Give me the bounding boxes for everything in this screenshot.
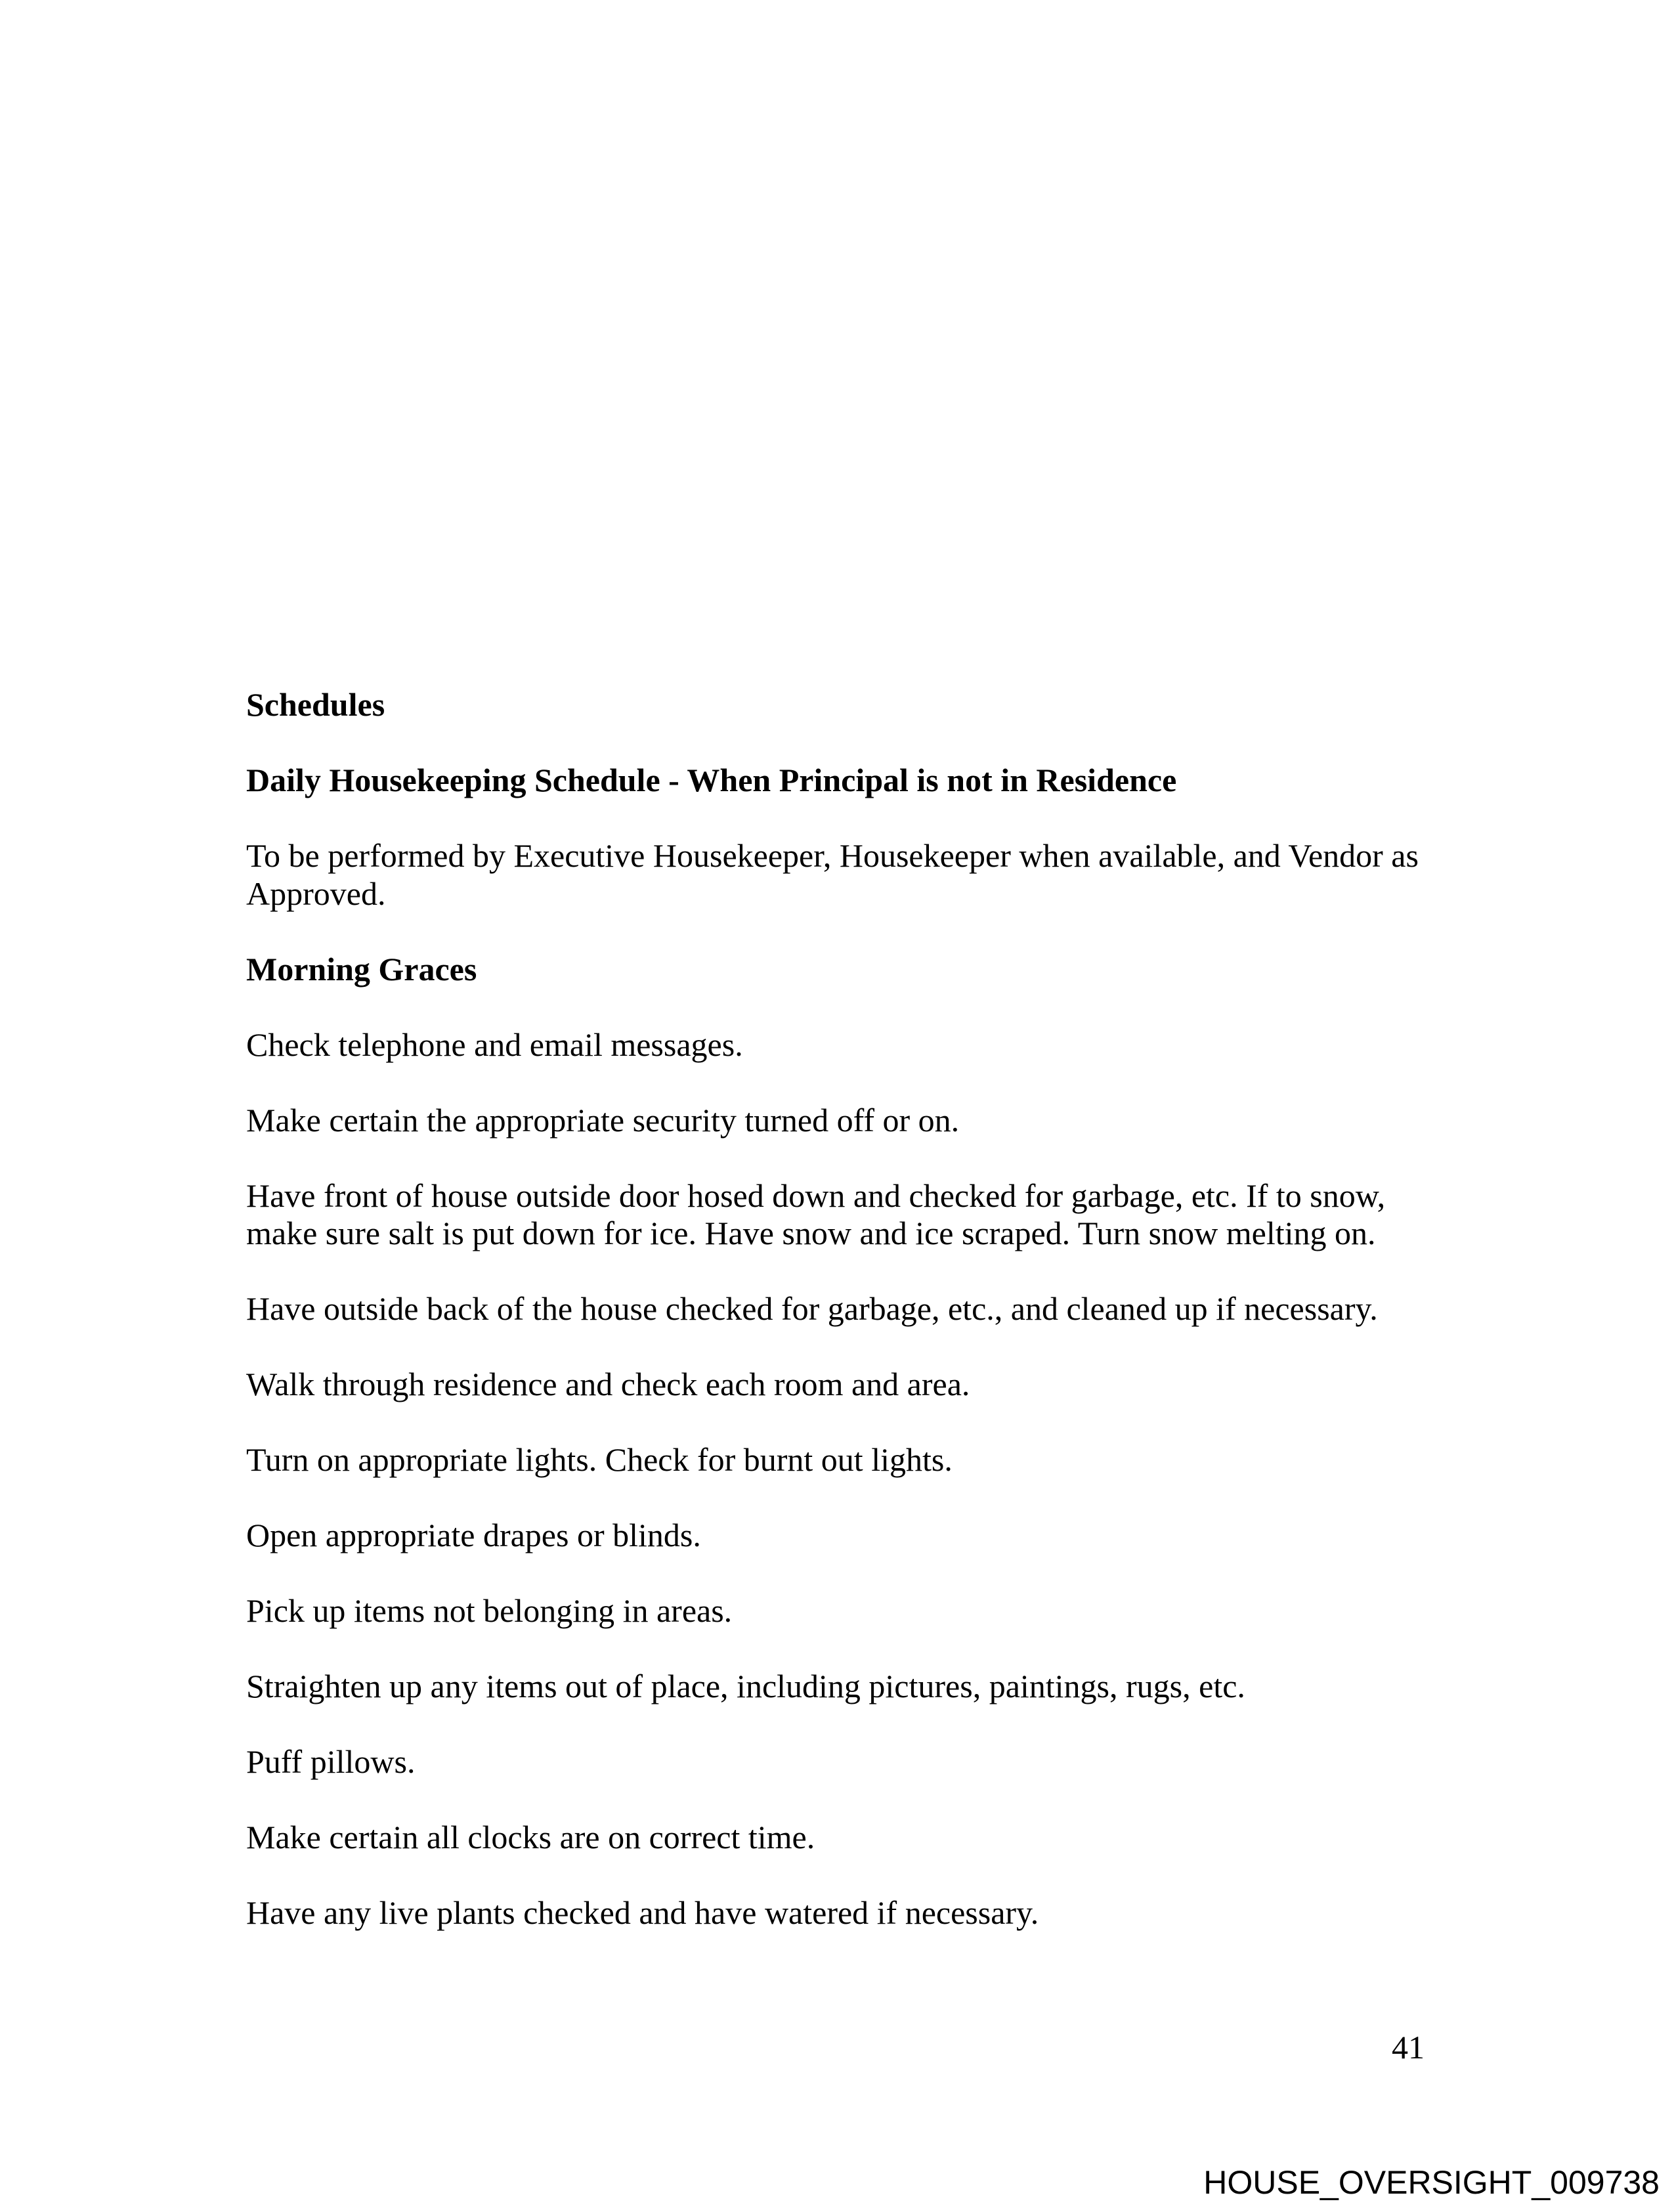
task-line: make sure salt is put down for ice. Have snow and ice scraped. Turn snow melting on. bbox=[246, 1215, 1376, 1251]
page-number: 41 bbox=[1392, 2029, 1425, 2066]
task-line: Have outside back of the house checked for garbage, etc., and cleaned up if necessary. bbox=[246, 1290, 1378, 1327]
task-line: Have front of house outside door hosed down and checked for garbage, etc. If to snow, bbox=[246, 1177, 1386, 1214]
task-item bbox=[246, 1517, 1434, 1555]
task-item bbox=[246, 1441, 1434, 1479]
intro-line: Approved. bbox=[246, 875, 386, 912]
document-title bbox=[246, 762, 1434, 800]
task-item bbox=[246, 1102, 1434, 1140]
task-line: Pick up items not belonging in areas. bbox=[246, 1592, 733, 1629]
intro-paragraph bbox=[246, 837, 1434, 913]
subheading-morning-graces bbox=[246, 951, 1434, 989]
document-body bbox=[246, 686, 1434, 1970]
bates-number: HOUSE_OVERSIGHT_009738 bbox=[1203, 2164, 1660, 2201]
task-line: Straighten up any items out of place, including pictures, paintings, rugs, etc. bbox=[246, 1668, 1245, 1704]
subheading-text: Morning Graces bbox=[246, 950, 477, 987]
task-line: Make certain all clocks are on correct time. bbox=[246, 1819, 815, 1855]
task-item bbox=[246, 1743, 1434, 1781]
task-line: Check telephone and email messages. bbox=[246, 1026, 743, 1063]
task-line: Make certain the appropriate security turned off or on. bbox=[246, 1101, 960, 1139]
task-line: Puff pillows. bbox=[246, 1743, 416, 1780]
document-title-text: Daily Housekeeping Schedule - When Principal is not in Residence bbox=[246, 762, 1177, 798]
task-item bbox=[246, 1026, 1434, 1064]
task-item bbox=[246, 1177, 1434, 1253]
task-item bbox=[246, 1592, 1434, 1630]
task-line: Turn on appropriate lights. Check for burnt out lights. bbox=[246, 1441, 953, 1478]
task-item bbox=[246, 1366, 1434, 1404]
intro-line: To be performed by Executive Housekeeper, Housekeeper when available, and Vendor as bbox=[246, 837, 1419, 874]
task-item bbox=[246, 1668, 1434, 1706]
task-line: Open appropriate drapes or blinds. bbox=[246, 1517, 701, 1553]
task-item bbox=[246, 1894, 1434, 1932]
task-line: Have any live plants checked and have watered if necessary. bbox=[246, 1894, 1039, 1931]
task-line: Walk through residence and check each room and area. bbox=[246, 1366, 970, 1402]
task-item bbox=[246, 1819, 1434, 1857]
section-heading-text: Schedules bbox=[246, 686, 385, 723]
section-heading bbox=[246, 686, 1434, 724]
task-item bbox=[246, 1290, 1434, 1328]
